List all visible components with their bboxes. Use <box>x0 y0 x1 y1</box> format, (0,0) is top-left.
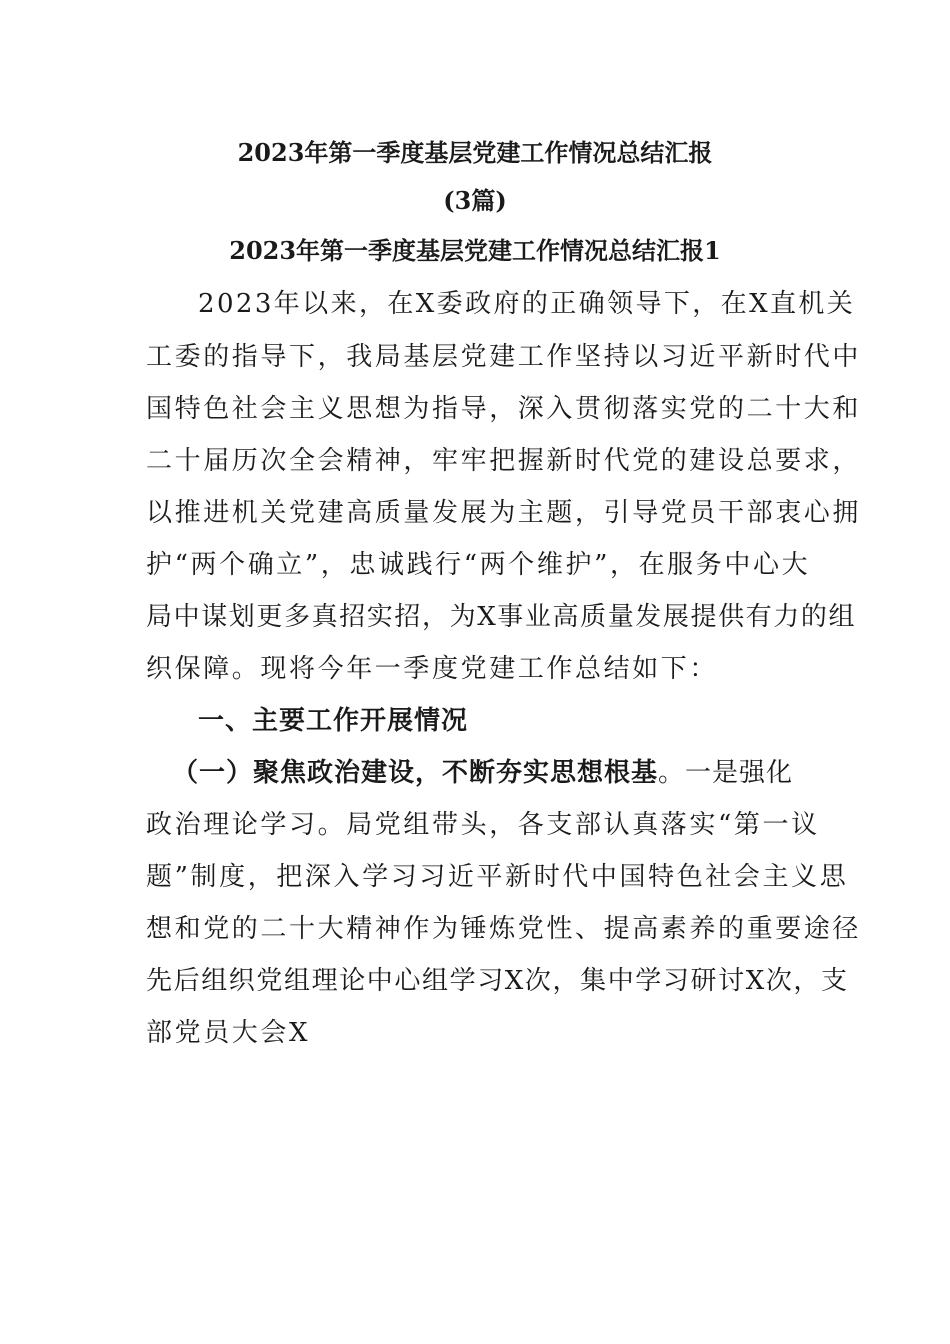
intro-line: 2023年以来，在X委政府的正确领导下，在X直机关 <box>198 289 856 319</box>
subsection-rest: 。一是强化 <box>658 758 794 788</box>
body-line: 先后组织党组理论中心组学习X次，集中学习研讨X次，支 <box>146 966 849 996</box>
intro-line: 局中谋划更多真招实招，为X事业高质量发展提供有力的组 <box>146 602 857 632</box>
intro-line: 织保障。现将今年一季度党建工作总结如下： <box>146 654 719 684</box>
document-title-count: (3篇) <box>443 186 507 215</box>
section-heading: 一、主要工作开展情况 <box>198 706 469 736</box>
subsection-heading: （一）聚焦政治建设，不断夯实思想根基 <box>172 758 659 788</box>
intro-line: 二十届历次全会精神，牢牢把握新时代党的建设总要求， <box>146 446 862 476</box>
body-line: 政治理论学习。局党组带头，各支部认真落实“第一议 <box>146 810 820 840</box>
body-line: 部党员大会X <box>146 1018 311 1048</box>
intro-line: 国特色社会主义思想为指导，深入贯彻落实党的二十大和 <box>146 394 862 424</box>
document-title: 2023年第一季度基层党建工作情况总结汇报 <box>237 138 713 167</box>
subsection-paragraph-start <box>172 756 793 790</box>
body-line: 题”制度，把深入学习习近平新时代中国特色社会主义思 <box>146 862 849 892</box>
intro-line: 护“两个确立”，忠诚践行“两个维护”，在服务中心大 <box>146 550 811 580</box>
body-line: 想和党的二十大精神作为锤炼党性、提高素养的重要途径 <box>146 914 862 944</box>
intro-line: 以推进机关党建高质量发展为主题，引导党员干部衷心拥 <box>146 498 862 528</box>
intro-line: 工委的指导下，我局基层党建工作坚持以习近平新时代中 <box>146 342 862 372</box>
section-subtitle: 2023年第一季度基层党建工作情况总结汇报1 <box>229 236 721 265</box>
